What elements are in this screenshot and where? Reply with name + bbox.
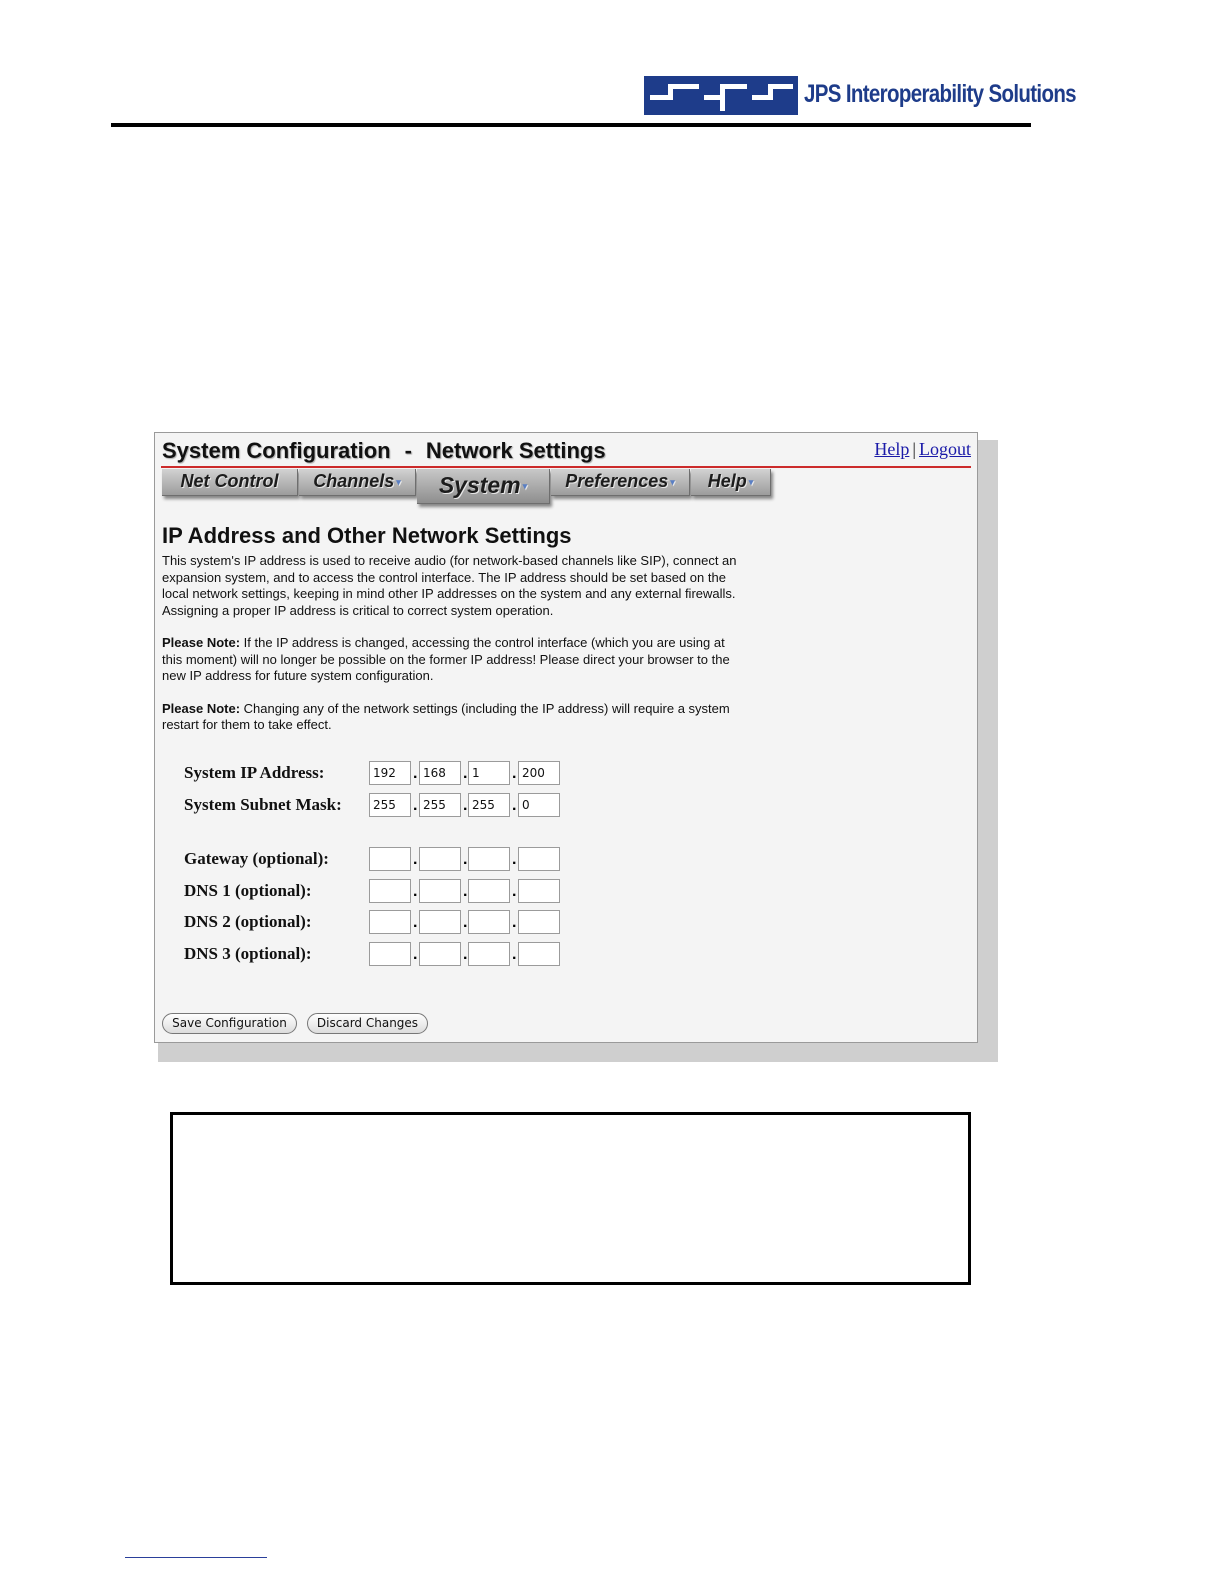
chevron-down-icon: ▾ [396,476,401,487]
octet-separator: . [512,914,517,931]
system-ip-octet-2[interactable] [419,761,461,785]
octet-separator: . [512,946,517,963]
octet-separator: . [413,851,418,868]
octet-separator: . [512,883,517,900]
chevron-down-icon: ▾ [522,481,528,492]
octet-separator: . [413,883,418,900]
title-divider [161,466,971,468]
dns1-label: DNS 1 (optional): [184,881,312,900]
subnet-octet-2[interactable] [419,793,461,817]
octet-separator: . [413,914,418,931]
system-ip-octet-4[interactable] [518,761,560,785]
page-title-section: System Configuration [162,438,391,463]
company-name: JPS Interoperability Solutions [804,80,1076,108]
tab-net-control-label: Net Control [180,471,279,491]
tab-channels-label: Channels [313,471,395,491]
page-title-subsection: Network Settings [425,438,606,463]
tab-help-label: Help [707,471,747,491]
discard-changes-button[interactable]: Discard Changes [307,1013,428,1034]
footer-divider [125,1557,267,1558]
link-separator: | [912,439,916,459]
network-settings-window [154,432,978,1043]
octet-separator: . [413,765,418,782]
company-logo [644,76,1076,116]
save-configuration-button[interactable]: Save Configuration [162,1013,297,1034]
system-ip-octet-1[interactable] [369,761,411,785]
dns1-octet-3[interactable] [468,879,510,903]
octet-separator: . [512,797,517,814]
system-ip-label: System IP Address: [184,763,325,782]
gateway-octet-4[interactable] [518,847,560,871]
tab-net-control[interactable] [162,469,298,496]
note-box [170,1112,971,1285]
dns3-octet-2[interactable] [419,942,461,966]
jps-logo-icon [644,76,798,115]
tab-system-label: System [438,472,521,498]
gateway-octet-3[interactable] [468,847,510,871]
section-heading: IP Address and Other Network Settings [162,523,572,548]
octet-separator: . [413,946,418,963]
octet-separator: . [512,765,517,782]
chevron-down-icon: ▾ [748,476,754,487]
note-restart [162,701,742,734]
note-text: If the IP address is changed, accessing the control interface (which you are using at this moment) will no longer be possible on the former IP address! Please direct your browser to the new IP address for future system configuration. [162,635,730,683]
chevron-down-icon: ▾ [670,476,675,487]
dns2-octet-4[interactable] [518,910,560,934]
gateway-label: Gateway (optional): [184,849,329,868]
tab-system[interactable] [417,469,550,504]
dns2-label: DNS 2 (optional): [184,912,312,931]
dns1-octet-1[interactable] [369,879,411,903]
gateway-octet-1[interactable] [369,847,411,871]
dns1-octet-2[interactable] [419,879,461,903]
subnet-octet-4[interactable] [518,793,560,817]
dns3-label: DNS 3 (optional): [184,944,312,963]
tab-preferences-label: Preferences [565,471,669,491]
page-title [162,438,606,464]
system-ip-octet-3[interactable] [468,761,510,785]
octet-separator: . [413,797,418,814]
octet-separator: . [463,765,468,782]
page-title-separator: - [404,438,412,463]
subnet-octet-3[interactable] [468,793,510,817]
settings-content [162,523,742,750]
intro-paragraph: This system's IP address is used to receive audio (for network-based channels like SIP), connect an expansion system, and to access the control interface. The IP address should be set based on the local network settings, keeping in mind other IP addresses on the system and any external firewalls. Assigning a proper IP address is critical to correct system operation. [162,553,737,618]
gateway-octet-2[interactable] [419,847,461,871]
dns3-octet-1[interactable] [369,942,411,966]
note-label: Please Note: [162,700,241,716]
octet-separator: . [463,851,468,868]
subnet-mask-label: System Subnet Mask: [184,795,342,814]
note-text: Changing any of the network settings (including the IP address) will require a system restart for them to take effect. [162,700,730,732]
dns3-octet-3[interactable] [468,942,510,966]
octet-separator: . [463,946,468,963]
dns2-octet-3[interactable] [468,910,510,934]
dns2-octet-2[interactable] [419,910,461,934]
octet-separator: . [463,914,468,931]
subnet-octet-1[interactable] [369,793,411,817]
octet-separator: . [512,851,517,868]
dns3-octet-4[interactable] [518,942,560,966]
note-label: Please Note: [162,635,241,650]
tab-channels[interactable] [299,469,416,496]
logout-link[interactable]: Logout [919,439,971,459]
note-ip-change [162,635,742,685]
tab-help[interactable] [691,469,771,496]
header-divider [111,123,1031,127]
octet-separator: . [463,797,468,814]
tab-preferences[interactable] [551,469,690,496]
dns1-octet-4[interactable] [518,879,560,903]
dns2-octet-1[interactable] [369,910,411,934]
help-link[interactable]: Help [874,439,910,459]
octet-separator: . [463,883,468,900]
top-links [874,439,971,460]
